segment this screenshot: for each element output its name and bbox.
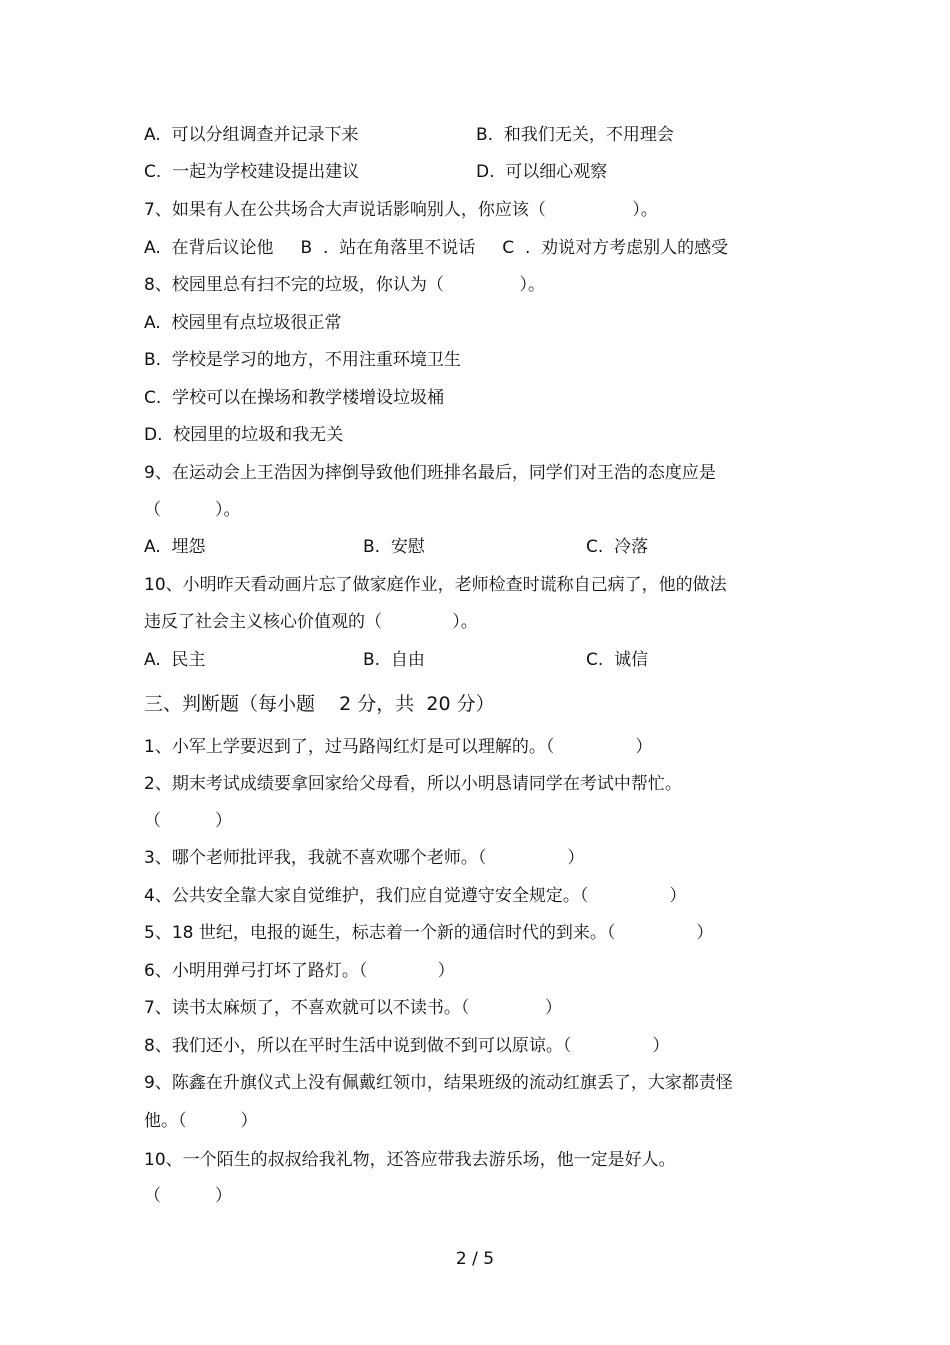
q6-option-a: A. 可以分组调查并记录下来	[144, 125, 359, 145]
tf-item-2-blank: （ ）	[144, 811, 233, 831]
q10-option-b: B. 自由	[363, 650, 425, 670]
page-number: 2 / 5	[455, 1249, 495, 1269]
q8-option-a: A. 校园里有点垃圾很正常	[144, 313, 342, 333]
q9-option-c: C. 冷落	[586, 537, 649, 557]
q6-options-row-1	[144, 123, 674, 147]
q9-option-b: B. 安慰	[363, 537, 425, 557]
q10-option-a: A. 民主	[144, 650, 206, 670]
q8-option-d: D. 校园里的垃圾和我无关	[144, 425, 344, 445]
q8-option-c: C. 学校可以在操场和教学楼增设垃圾桶	[144, 388, 445, 408]
tf-item-5: 5、18 世纪，电报的诞生，标志着一个新的通信时代的到来。（ ）	[144, 923, 714, 943]
q7-options: A. 在背后议论他 B . 站在角落里不说话 C . 劝说对方考虑别人的感受	[144, 238, 729, 258]
tf-item-10: 10、一个陌生的叔叔给我礼物，还答应带我去游乐场，他一定是好人。	[144, 1150, 676, 1170]
q9-stem-line-2: （ ）。	[144, 500, 241, 520]
q7-stem: 7、如果有人在公共场合大声说话影响别人，你应该（ ）。	[144, 200, 658, 220]
tf-item-3: 3、哪个老师批评我，我就不喜欢哪个老师。（ ）	[144, 848, 585, 868]
tf-item-2: 2、期末考试成绩要拿回家给父母看，所以小明恳请同学在考试中帮忙。	[144, 774, 682, 794]
q9-options	[144, 535, 649, 559]
q8-stem: 8、校园里总有扫不完的垃圾，你认为（ ）。	[144, 275, 545, 295]
q9-stem-line-1: 9、在运动会上王浩因为摔倒导致他们班排名最后，同学们对王浩的态度应是	[144, 463, 716, 483]
tf-item-7: 7、读书太麻烦了，不喜欢就可以不读书。（ ）	[144, 998, 562, 1018]
q10-option-c: C. 诚信	[586, 650, 649, 670]
tf-item-4: 4、公共安全靠大家自觉维护，我们应自觉遵守安全规定。（ ）	[144, 886, 687, 906]
q6-option-c: C. 一起为学校建设提出建议	[144, 162, 360, 182]
tf-item-1: 1、小军上学要迟到了，过马路闯红灯是可以理解的。（ ）	[144, 737, 653, 757]
tf-item-6: 6、小明用弹弓打坏了路灯。（ ）	[144, 961, 455, 981]
q10-stem-line-1: 10、小明昨天看动画片忘了做家庭作业，老师检查时谎称自己病了，他的做法	[144, 575, 727, 595]
q10-stem-line-2: 违反了社会主义核心价值观的（ ）。	[144, 612, 478, 632]
q6-option-b: B. 和我们无关，不用理会	[476, 125, 674, 145]
q10-options	[144, 648, 649, 672]
tf-item-9: 9、陈鑫在升旗仪式上没有佩戴红领巾，结果班级的流动红旗丢了，大家都责怪	[144, 1073, 733, 1093]
tf-item-8: 8、我们还小，所以在平时生活中说到做不到可以原谅。（ ）	[144, 1036, 670, 1056]
q8-option-b: B. 学校是学习的地方，不用注重环境卫生	[144, 350, 461, 370]
tf-item-10-blank: （ ）	[144, 1186, 233, 1206]
tf-item-9-continued: 他。（ ）	[144, 1111, 258, 1131]
q9-option-a: A. 埋怨	[144, 537, 206, 557]
section-3-heading: 三、判断题（每小题 2 分，共 20 分）	[144, 693, 495, 715]
q6-option-d: D. 可以细心观察	[476, 162, 608, 182]
q6-options-row-2	[144, 160, 608, 184]
